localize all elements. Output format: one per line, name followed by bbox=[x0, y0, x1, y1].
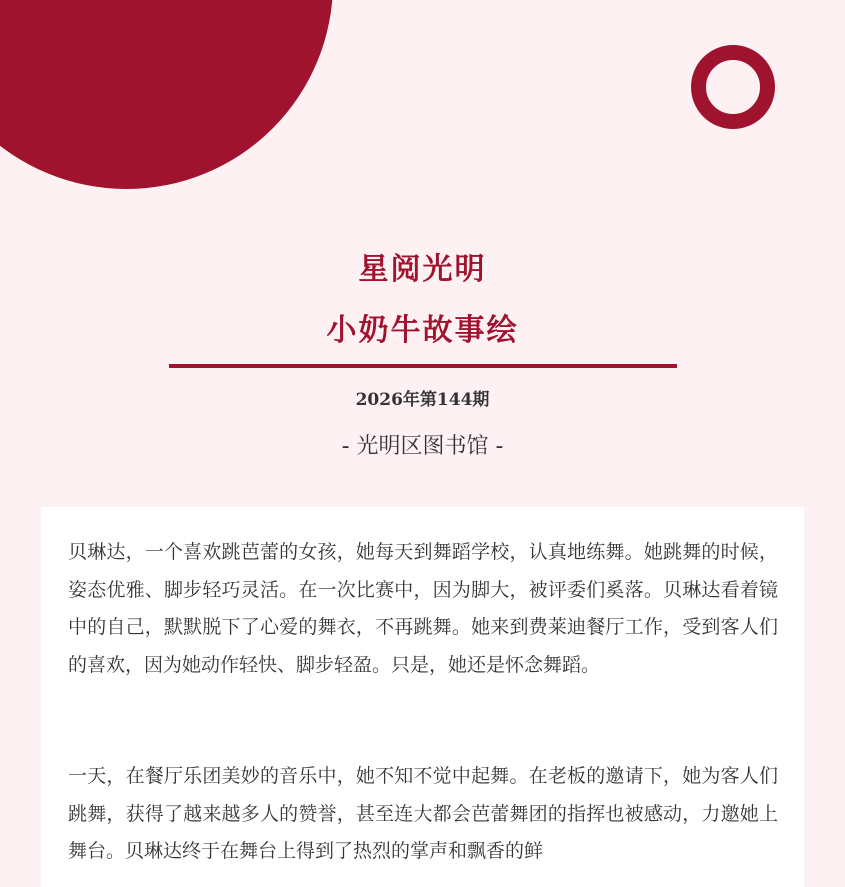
library-name: - 光明区图书馆 - bbox=[341, 434, 504, 459]
story-paragraph-1: 贝琳达，一个喜欢跳芭蕾的女孩，她每天到舞蹈学校，认真地练舞。她跳舞的时候，姿态优雅、脚步轻巧灵活。在一次比赛中，因为脚大，被评委们奚落。贝琳达看着镜中的自己，默默脱下了心爱的舞衣，不再跳舞。她来到费莱迪餐厅工作，受到客人们的喜欢，因为她动作轻快、脚步轻盈。只是，她还是怀念舞蹈。 bbox=[68, 541, 778, 676]
decorative-circle-icon bbox=[0, 0, 333, 189]
decorative-ring-icon bbox=[691, 45, 775, 129]
title-divider bbox=[169, 364, 677, 368]
story-paragraph-2: 一天，在餐厅乐团美妙的音乐中，她不知不觉中起舞。在老板的邀请下，她为客人们跳舞，获得了越来越多人的赞誉，甚至连大都会芭蕾舞团的指挥也被感动，力邀她上舞台。贝琳达终于在舞台上得到了热烈的掌声和飘香的鲜 bbox=[68, 765, 778, 862]
page-title-line-1: 星阅光明 bbox=[358, 252, 487, 287]
page-title-line-2: 小奶牛故事绘 bbox=[326, 313, 519, 348]
issue-number: 2026年第144期 bbox=[355, 390, 490, 410]
